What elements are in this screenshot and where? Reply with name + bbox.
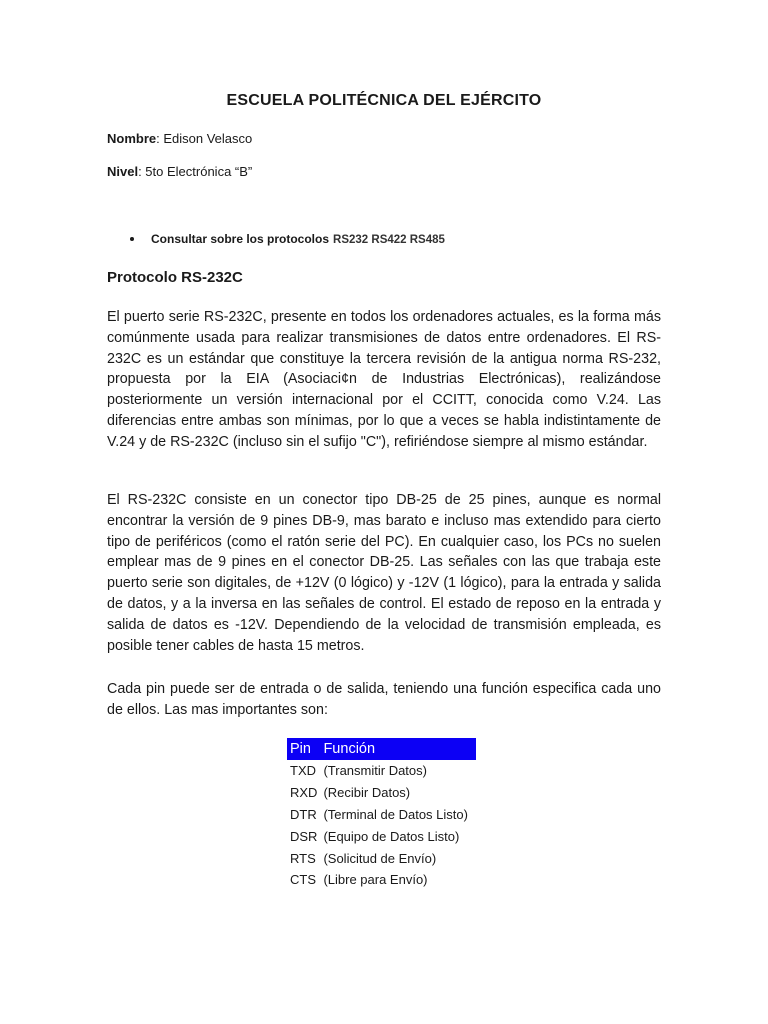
pin-cell: TXD	[290, 763, 316, 779]
function-cell: (Transmitir Datos)	[323, 763, 427, 779]
pin-cell: DTR	[290, 806, 317, 822]
function-cell: (Terminal de Datos Listo)	[323, 806, 468, 822]
table-row	[287, 869, 476, 891]
task-protocols: RS232 RS422 RS485	[333, 234, 445, 246]
paragraph-pins: Cada pin puede ser de entrada o de salida, teniendo una función especifica cada uno de ellos. Las mas importantes son:	[107, 681, 661, 718]
function-cell: (Solicitud de Envío)	[323, 850, 437, 866]
table-row	[287, 760, 476, 782]
table-row	[287, 804, 476, 826]
table-row	[287, 847, 476, 869]
paragraph-connector: El RS-232C consiste en un conector tipo DB-25 de 25 pines, aunque es normal encontrar la versión de 9 pines DB-9, mas barato e incluso mas extendido para cierto tipo de periféricos (como el ratón serie del PC). En cualquier caso, los PCs no suelen emplear mas de 9 pines en el conector DB-25. Las señales con las que trabaja este puerto serie son digitales, de +12V (0 lógico) y -12V (1 lógico), para la entrada y salida de datos, y a la inversa en las señales de control. El estado de reposo en la entrada y salida de datos es -12V. Dependiendo de la velocidad de transmisión empleada, es posible tener cables de hasta 15 metros.	[107, 492, 661, 654]
section-heading: Protocolo RS-232C	[107, 269, 243, 286]
function-cell: (Equipo de Datos Listo)	[323, 828, 460, 844]
task-bullet	[130, 232, 445, 246]
table-row	[287, 825, 476, 847]
pin-table	[287, 738, 476, 891]
pin-table-header-pin: Pin	[287, 738, 320, 760]
level-value: : 5to Electrónica “B”	[138, 164, 253, 179]
function-cell: (Libre para Envío)	[323, 872, 428, 888]
pin-cell: RXD	[290, 785, 318, 801]
pin-cell: CTS	[290, 872, 316, 888]
table-row	[287, 782, 476, 804]
pin-cell: DSR	[290, 828, 318, 844]
name-value: : Edison Velasco	[156, 131, 253, 146]
level-field	[107, 164, 252, 179]
pin-table-header-function: Función	[320, 738, 476, 760]
document-title: ESCUELA POLITÉCNICA DEL EJÉRCITO	[226, 92, 542, 109]
pin-table-header-row	[287, 738, 476, 760]
paragraph-intro: El puerto serie RS-232C, presente en todos los ordenadores actuales, es la forma más comúnmente usada para realizar transmisiones de datos entre ordenadores. El RS-232C es un estándar que constituye la tercera revisión de la antigua norma RS-232, propuesta por la EIA (Asociaci¢n de Industrias Electrónicas), realizándose posteriormente un versión internacional por el CCITT, conocida como V.24. Las diferencias entre ambas son mínimas, por lo que a veces se habla indistintamente de V.24 y de RS-232C (incluso sin el sufijo "C"), refiriéndose siempre al mismo estándar.	[107, 309, 661, 450]
name-label: Nombre	[107, 131, 157, 146]
name-field	[107, 131, 252, 146]
task-text: Consultar sobre los protocolos	[151, 232, 330, 246]
bullet-icon	[130, 237, 134, 241]
pin-cell: RTS	[290, 850, 316, 866]
level-label: Nivel	[107, 164, 139, 179]
function-cell: (Recibir Datos)	[323, 785, 411, 801]
